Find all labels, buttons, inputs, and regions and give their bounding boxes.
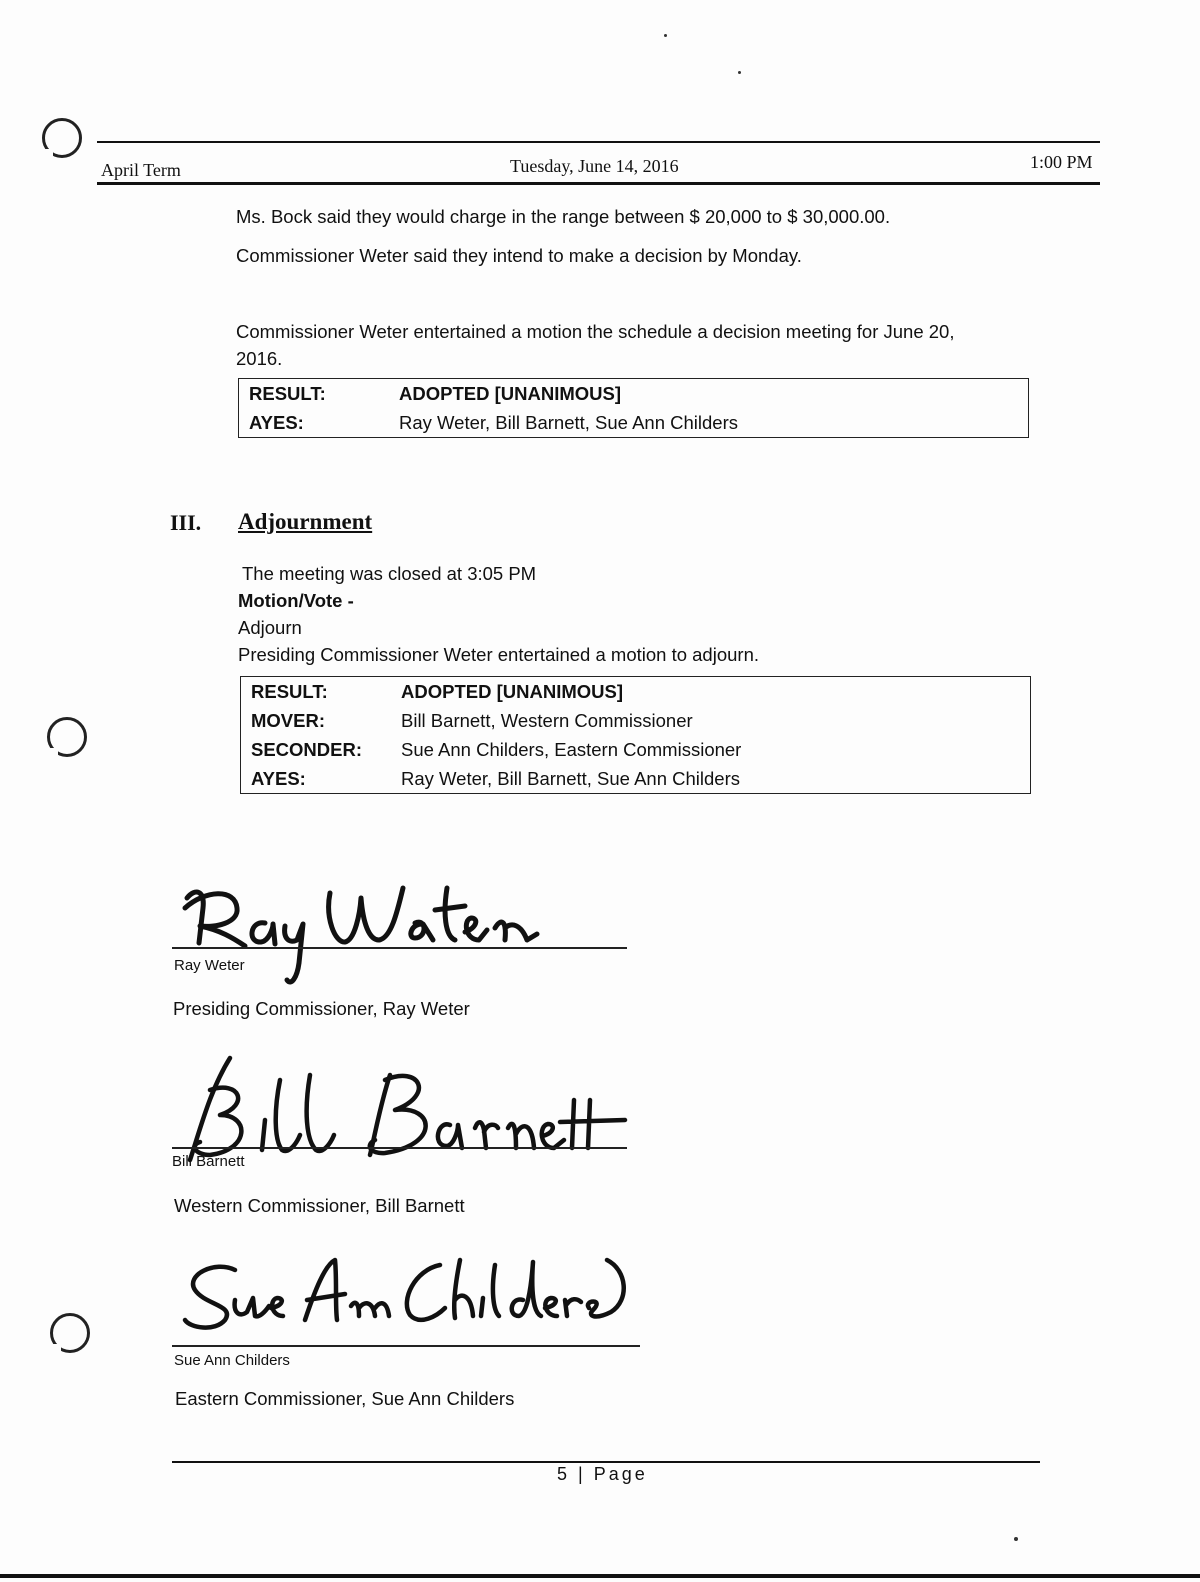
seconder-value: Sue Ann Childers, Eastern Commissioner	[401, 738, 742, 760]
signature-line-2	[172, 1147, 627, 1149]
result-value: ADOPTED [UNANIMOUS]	[401, 680, 623, 702]
scan-speck	[664, 34, 667, 37]
footer-rule	[172, 1461, 1040, 1463]
binder-hole-bottom	[50, 1313, 90, 1353]
motion-statement: Presiding Commissioner Weter entertained a motion to adjourn.	[238, 644, 759, 665]
paragraph-motion-schedule	[236, 318, 954, 372]
result-label: RESULT:	[249, 382, 326, 404]
signature-name-bill-barnett: Bill Barnett	[172, 1153, 245, 1170]
signature-ray-weter	[165, 868, 565, 993]
paragraph-motion-line1: Commissioner Weter entertained a motion the schedule a decision meeting for June 20,	[236, 321, 955, 342]
result-label: RESULT:	[251, 680, 328, 702]
vote-row-ayes	[241, 764, 1031, 794]
result-value: ADOPTED [UNANIMOUS]	[399, 382, 621, 404]
binder-hole-middle	[47, 717, 87, 757]
section-title: Adjournment	[238, 509, 373, 534]
signature-line-1	[172, 947, 627, 949]
vote-result-table-1	[238, 378, 1029, 438]
vote-row-result	[241, 677, 1031, 707]
header-bottom-rule	[97, 182, 1100, 185]
signature-title-ray-weter: Presiding Commissioner, Ray Weter	[173, 998, 470, 1019]
signature-sue-ann-childers	[175, 1250, 635, 1340]
vote-row-mover	[241, 706, 1031, 735]
header-term: April Term	[101, 160, 181, 180]
vote-result-table-2	[240, 676, 1031, 794]
vote-row-result	[239, 379, 1029, 409]
ayes-value: Ray Weter, Bill Barnett, Sue Ann Childers	[399, 411, 738, 433]
signature-bill-barnett	[170, 1050, 630, 1170]
ayes-label: AYES:	[249, 411, 304, 433]
signature-line-3	[172, 1345, 640, 1347]
ayes-value: Ray Weter, Bill Barnett, Sue Ann Childers	[401, 767, 740, 789]
page-number: 5 | Page	[557, 1464, 648, 1484]
vote-row-seconder	[241, 735, 1031, 764]
mover-label: MOVER:	[251, 709, 325, 731]
signature-name-ray-weter: Ray Weter	[174, 957, 245, 974]
paragraph-bock-fee: Ms. Bock said they would charge in the range between $ 20,000 to $ 30,000.00.	[236, 206, 891, 227]
paragraph-decision-monday: Commissioner Weter said they intend to make a decision by Monday.	[236, 245, 802, 266]
motion-adjourn: Adjourn	[238, 617, 302, 638]
section-number: III.	[170, 510, 202, 535]
seconder-label: SECONDER:	[251, 738, 363, 760]
signature-name-sue-ann-childers: Sue Ann Childers	[174, 1352, 290, 1369]
scan-bottom-edge	[0, 1574, 1200, 1578]
vote-row-ayes	[239, 408, 1029, 438]
ayes-label: AYES:	[251, 767, 306, 789]
meeting-closed-text: The meeting was closed at 3:05 PM	[242, 563, 537, 584]
binder-hole-top	[42, 118, 82, 158]
mover-value: Bill Barnett, Western Commissioner	[401, 709, 693, 731]
header-time: 1:00 PM	[1030, 152, 1093, 172]
motion-vote-label: Motion/Vote -	[238, 590, 354, 611]
header-date: Tuesday, June 14, 2016	[510, 156, 679, 176]
scan-speck	[738, 71, 741, 74]
paragraph-motion-line2: 2016.	[236, 348, 283, 369]
signature-title-sue-ann-childers: Eastern Commissioner, Sue Ann Childers	[175, 1388, 515, 1409]
header-top-rule	[97, 141, 1100, 143]
adjournment-details	[238, 560, 759, 668]
scan-speck	[1014, 1537, 1018, 1541]
signature-title-bill-barnett: Western Commissioner, Bill Barnett	[174, 1195, 465, 1216]
